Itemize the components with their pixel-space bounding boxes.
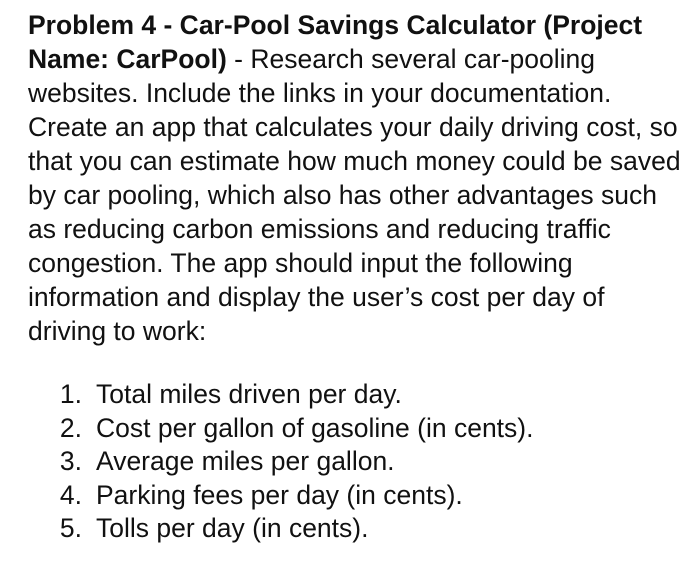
list-item-text: Tolls per day (in cents). [96,513,369,543]
list-item-text: Total miles driven per day. [96,379,402,409]
input-list [28,378,688,546]
list-item [28,445,688,479]
list-item [28,412,688,446]
list-item [28,512,688,546]
problem-body: - Research several car-pooling websites. Include the links in your documentation. Create an app that calculates your daily driving cost, so that you can estimate how much money could be saved by car pooling, which also has other advantages such as reducing carbon emissions and reducing traffic congestion. The app should input the following information and display the user’s cost per day of driving to work: [28,44,681,346]
problem-heading: Problem 4 - Car-Pool Savings Calculator (Project Name: CarPool) [28,10,643,74]
list-item-text: Parking fees per day (in cents). [96,479,463,510]
problem-document [28,8,688,546]
list-item-number: 2. [59,412,82,443]
list-item-number: 1. [59,379,82,409]
list-item-number: 3. [59,446,82,476]
list-item-text: Average miles per gallon. [96,446,395,476]
list-item [28,378,688,412]
list-item-number: 5. [59,513,82,543]
list-item [28,479,688,513]
problem-description [28,8,688,348]
list-item-number: 4. [59,479,82,510]
list-item-text: Cost per gallon of gasoline (in cents). [96,412,534,443]
